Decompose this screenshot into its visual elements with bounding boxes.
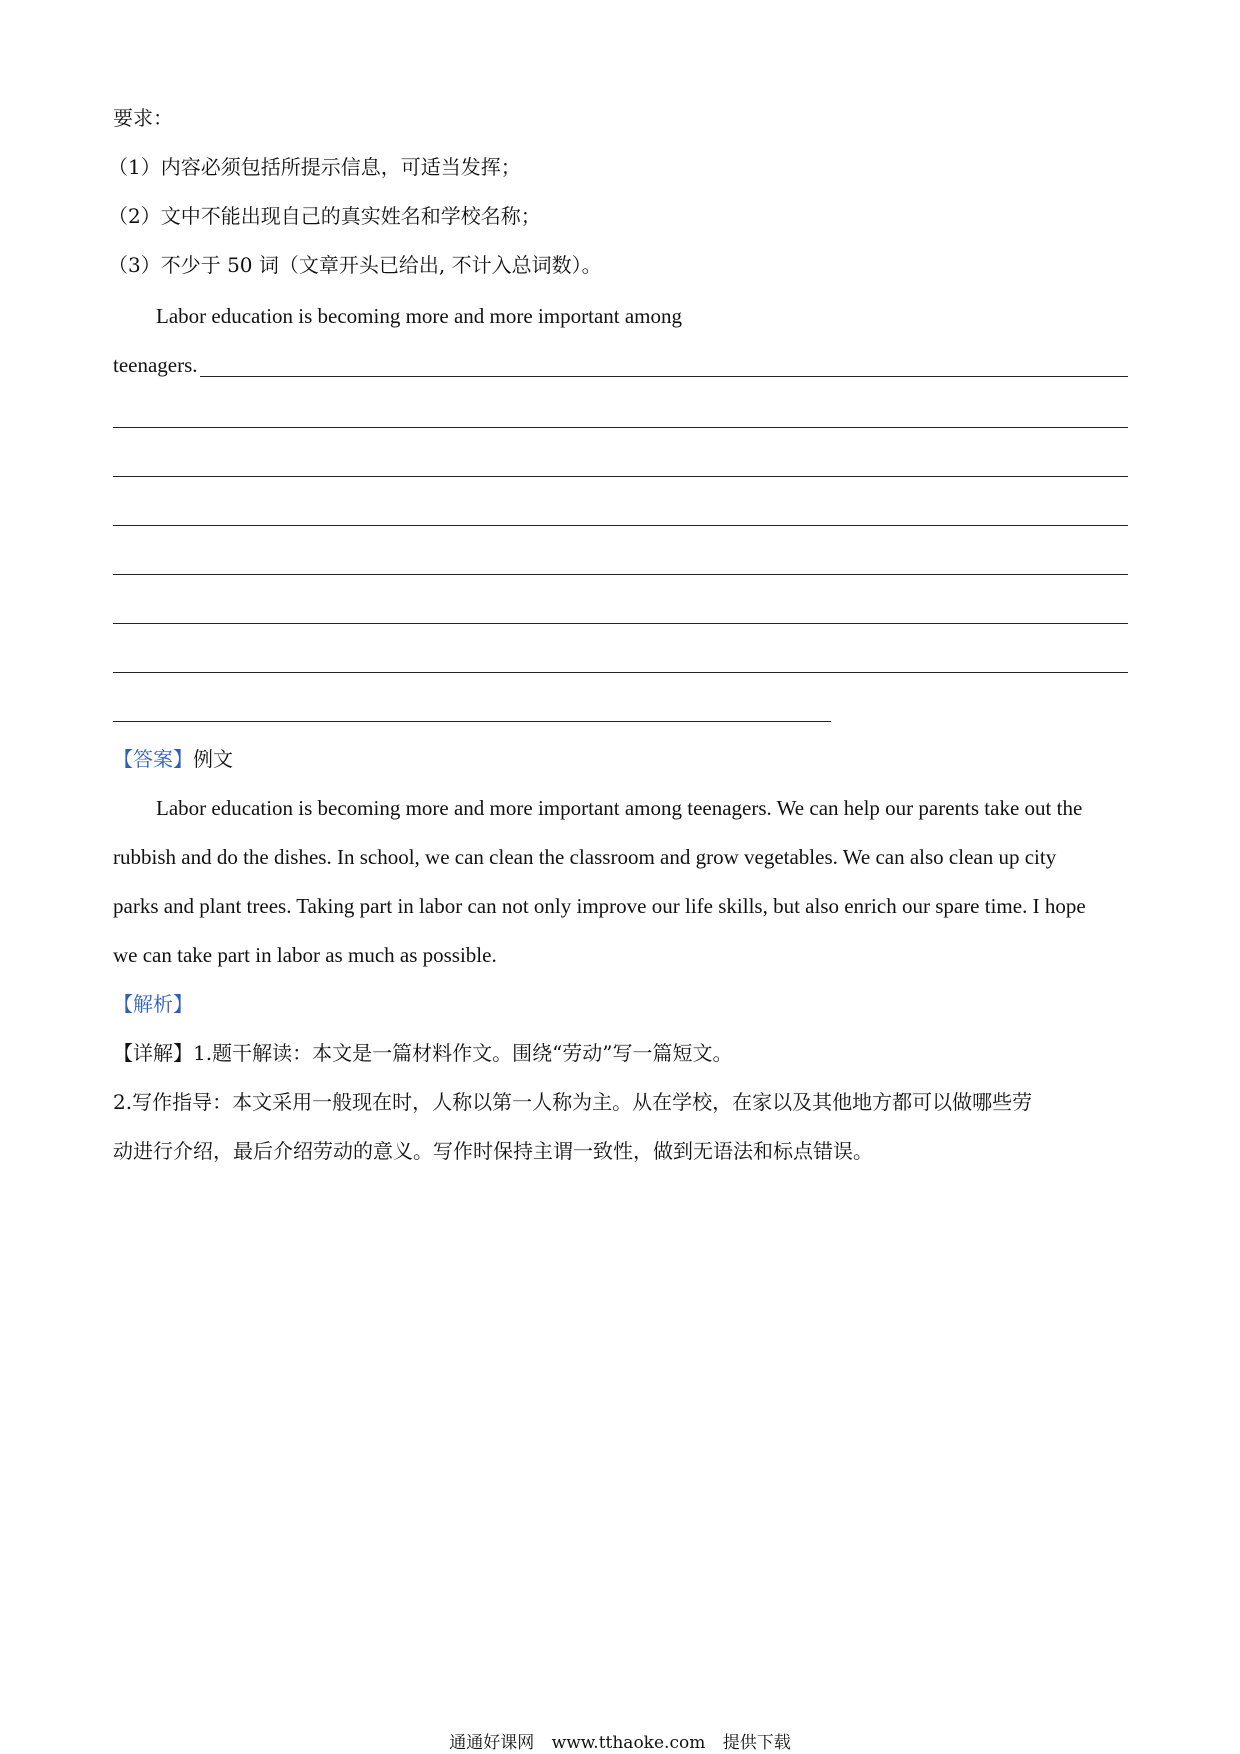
analysis-tag: 【解析】 xyxy=(113,992,193,1016)
detail-line-2: 2.写作指导：本文采用一般现在时，人称以第一人称为主。从在学校，在家以及其他地方都可以做哪些劳 xyxy=(113,1090,1033,1114)
footer-url[interactable]: www.tthaoke.com xyxy=(551,1733,706,1753)
writing-rule-8 xyxy=(113,721,831,722)
detail-line-1 xyxy=(113,1039,733,1067)
requirement-item-2: （2）文中不能出现自己的真实姓名和学校名称； xyxy=(108,204,541,228)
answer-line-4: we can take part in labor as much as possible. xyxy=(113,943,497,967)
writing-rule-3 xyxy=(113,476,1128,477)
writing-rule-1 xyxy=(200,376,1128,377)
answer-line-2: rubbish and do the dishes. In school, we can clean the classroom and grow vegetables. We can also clean up city xyxy=(113,845,1057,869)
requirement-item-3: （3）不少于 50 词（文章开头已给出, 不计入总词数）。 xyxy=(108,253,602,277)
detail-line-3: 动进行介绍，最后介绍劳动的意义。写作时保持主谓一致性，做到无语法和标点错误。 xyxy=(113,1139,873,1163)
prompt-line-1: Labor education is becoming more and more important among xyxy=(156,304,683,328)
writing-rule-2 xyxy=(113,427,1128,428)
answer-line-3: parks and plant trees. Taking part in labor can not only improve our life skills, but also enrich our spare time. I hope xyxy=(113,894,1086,918)
footer-action: 提供下载 xyxy=(722,1733,791,1753)
answer-tag: 【答案】 xyxy=(113,747,193,771)
writing-rule-5 xyxy=(113,574,1128,575)
answer-label: 例文 xyxy=(193,747,233,771)
writing-rule-6 xyxy=(113,623,1128,624)
answer-heading xyxy=(113,745,233,773)
detail-tag: 【详解】 xyxy=(113,1041,193,1065)
requirement-item-1: （1）内容必须包括所提示信息，可适当发挥； xyxy=(108,155,521,179)
writing-rule-4 xyxy=(113,525,1128,526)
page-footer xyxy=(0,1733,1240,1753)
writing-rule-7 xyxy=(113,672,1128,673)
requirements-heading: 要求： xyxy=(113,106,173,130)
footer-site-name: 通通好课网 xyxy=(449,1733,535,1753)
prompt-line-2: teenagers. xyxy=(113,353,198,377)
detail-text-1: 1.题干解读：本文是一篇材料作文。围绕“劳动”写一篇短文。 xyxy=(193,1041,733,1065)
answer-line-1: Labor education is becoming more and more important among teenagers. We can help our parents take out the xyxy=(156,796,1083,820)
